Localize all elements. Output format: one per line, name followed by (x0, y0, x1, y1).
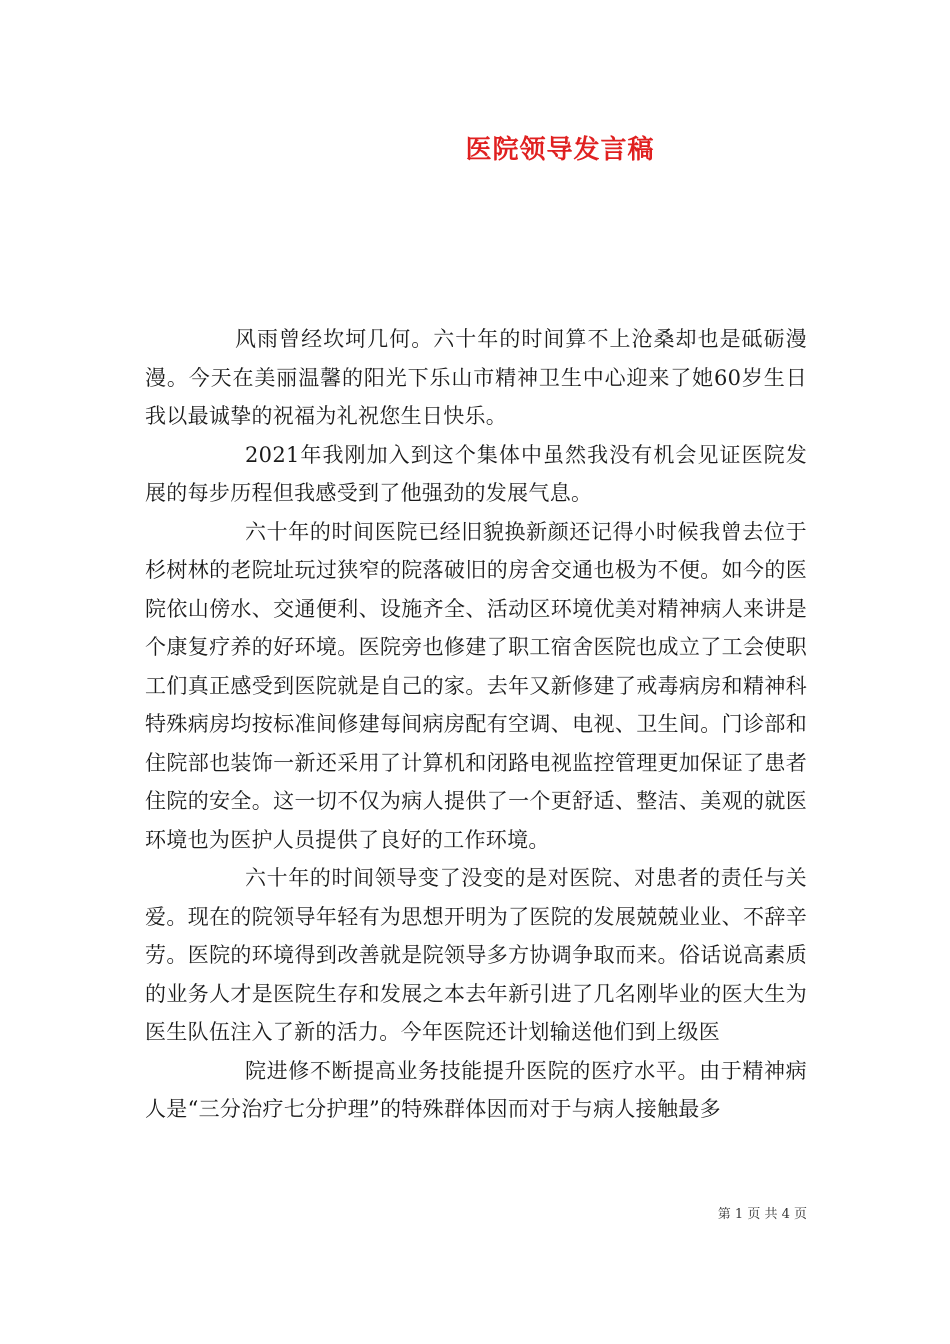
document-title: 医院领导发言稿 (465, 135, 655, 165)
paragraph-5: 院进修不断提高业务技能提升医院的医疗水平。由于精神病人是“三分治疗七分护理”的特殊群体因而对于与病人接触最多 (145, 1058, 807, 1121)
paragraph-1: 风雨曾经坎坷几何。六十年的时间算不上沧桑却也是砥砺漫漫。今天在美丽温馨的阳光下乐山市精神卫生中心迎来了她60岁生日我以最诚挚的祝福为礼祝您生日快乐。 (145, 327, 807, 428)
page-number-footer: 第 1 页 共 4 页 (717, 1207, 807, 1222)
paragraph-4: 六十年的时间领导变了没变的是对医院、对患者的责任与关爱。现在的院领导年轻有为思想开明为了医院的发展兢兢业业、不辞辛劳。医院的环境得到改善就是院领导多方协调争取而来。俗话说高素质的业务人才是医院生存和发展之本去年新引进了几名刚毕业的医大生为医生队伍注入了新的活力。今年医院还计划输送他们到上级医 (145, 866, 807, 1044)
document-body (145, 320, 807, 1129)
paragraph-2: 2021年我刚加入到这个集体中虽然我没有机会见证医院发展的每步历程但我感受到了他强劲的发展气息。 (145, 442, 807, 505)
paragraph-3: 六十年的时间医院已经旧貌换新颜还记得小时候我曾去位于杉树林的老院址玩过狭窄的院落破旧的房舍交通也极为不便。如今的医院依山傍水、交通便利、设施齐全、活动区环境优美对精神病人来讲是个康复疗养的好环境。医院旁也修建了职工宿舍医院也成立了工会使职工们真正感受到医院就是自己的家。去年又新修建了戒毒病房和精神科特殊病房均按标准间修建每间病房配有空调、电视、卫生间。门诊部和住院部也装饰一新还采用了计算机和闭路电视监控管理更加保证了患者住院的安全。这一切不仅为病人提供了一个更舒适、整洁、美观的就医环境也为医护人员提供了良好的工作环境。 (145, 519, 807, 852)
